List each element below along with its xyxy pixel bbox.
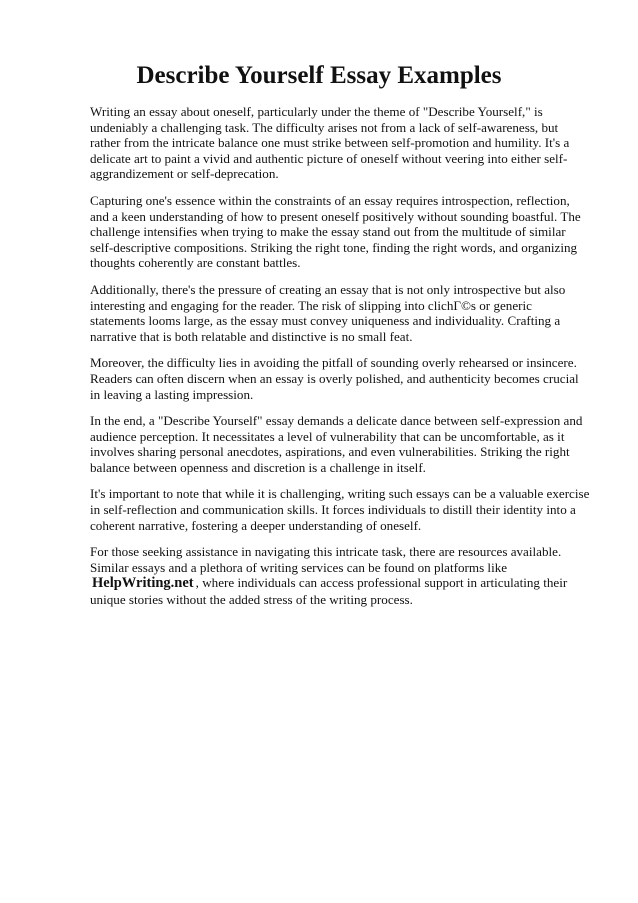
- paragraph-7: [90, 544, 590, 607]
- document-title: Describe Yourself Essay Examples: [136, 62, 502, 89]
- paragraph-6: It's important to note that while it is challenging, writing such essays can be a valuable exercise in self-reflection and communication skills. It forces individuals to distill their identity into a coherent narrative, fostering a deeper understanding of oneself.: [90, 486, 590, 533]
- paragraph-7-after-link: , where individuals can access professional support in articulating their unique stories without the added stress of the writing process.: [90, 575, 568, 608]
- paragraph-5: In the end, a "Describe Yourself" essay demands a delicate dance between self-expression and audience perception. It necessitates a level of vulnerability that can be uncomfortable, as it involves sharing personal anecdotes, aspirations, and even vulnerabilities. Striking the right balance between openness and discretion is a challenge in itself.: [90, 413, 583, 475]
- paragraph-2: Capturing one's essence within the constraints of an essay requires introspection, reflection, and a keen understanding of how to present oneself positively without sounding boastful. The challenge intensifies when trying to make the essay stand out from the multitude of similar self-descriptive compositions. Striking the right tone, finding the right words, and organizing thoughts coherently are constant battles.: [90, 192, 581, 271]
- helpwriting-link[interactable]: HelpWriting.net: [92, 575, 194, 592]
- paragraph-3: Additionally, there's the pressure of creating an essay that is not only introspective but also interesting and engaging for the reader. The risk of slipping into clichГ©s or generic statements looms large, as the essay must convey uniqueness and individuality. Crafting a narrative that is both relatable and distinctive is no small feat.: [90, 281, 566, 344]
- paragraph-4: Moreover, the difficulty lies in avoiding the pitfall of sounding overly rehearsed or insincere. Readers can often discern when an essay is overly polished, and authenticity becomes crucial in leaving a lasting impression.: [90, 355, 579, 402]
- document-body: [90, 104, 590, 619]
- paragraph-7-before-link: For those seeking assistance in navigating this intricate task, there are resources available. Similar essays and a plethora of writing services can be found on platforms like: [90, 544, 562, 575]
- paragraph-1: Writing an essay about oneself, particularly under the theme of "Describe Yourself," is undeniably a challenging task. The difficulty arises not from a lack of self-awareness, but rather from the intricate balance one must strike between self-promotion and humility. It's a delicate art to paint a vivid and authentic picture of oneself without veering into either self-aggrandizement or self-deprecation.: [90, 104, 570, 182]
